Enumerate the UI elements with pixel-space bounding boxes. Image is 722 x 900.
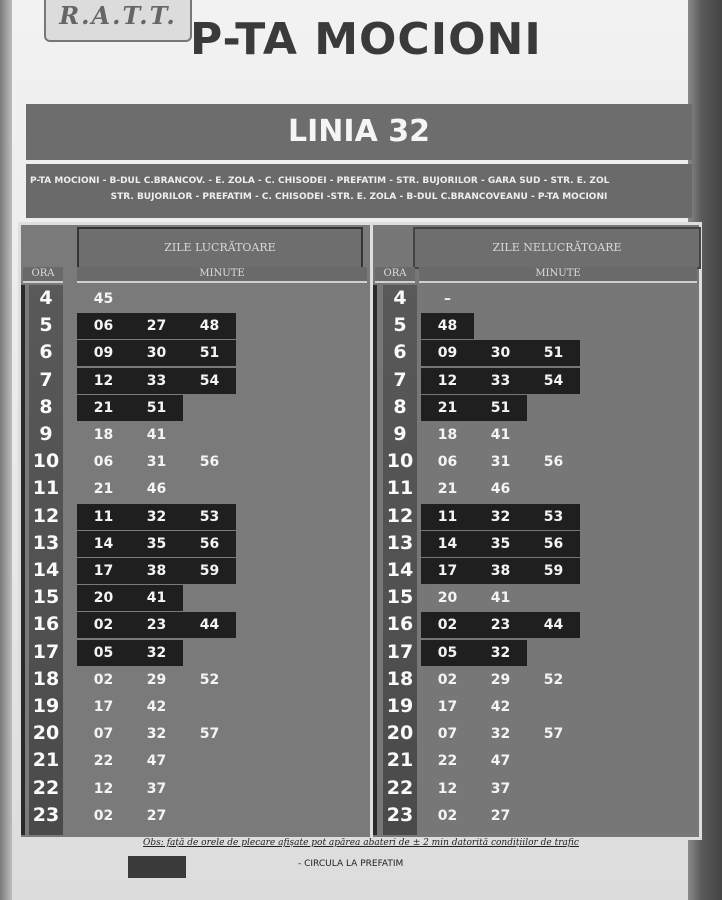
hour-cell: 5 (393, 314, 407, 337)
minute-cell: 37 (490, 780, 511, 797)
minutes-row (421, 504, 580, 530)
minute-cell: 29 (146, 671, 167, 688)
minute-cell: 48 (199, 318, 220, 335)
minute-cell: 12 (93, 780, 114, 797)
weekend-title: ZILE NELUCRĂTOARE (413, 227, 701, 269)
minute-cell: 20 (437, 590, 458, 607)
minutes-row (77, 449, 236, 475)
minutes-row (77, 612, 236, 638)
minute-cell: 07 (437, 726, 458, 743)
minute-cell: 57 (543, 726, 564, 743)
minute-cell: 32 (146, 644, 167, 661)
weekday-hour-label: ORA (23, 267, 63, 283)
hour-cell: 19 (32, 695, 60, 717)
minutes-row (77, 368, 236, 394)
minute-cell: 35 (146, 535, 167, 552)
route-return: STR. BUJORILOR - PREFATIM - C. CHISODEI -STR. E. ZOLA - B-DUL C.BRANCOVEANU - P-TA MOCIONI (110, 192, 608, 202)
minutes-row (421, 313, 474, 339)
minute-cell: – (444, 291, 451, 307)
minute-cell: 57 (199, 726, 220, 743)
hour-cell: 10 (32, 450, 60, 473)
minute-cell: 56 (199, 454, 220, 471)
minute-cell: 59 (199, 563, 220, 579)
minute-cell: 06 (437, 454, 458, 471)
minute-cell: 56 (199, 535, 220, 552)
minutes-row (77, 476, 183, 502)
hour-cell: 16 (32, 613, 60, 636)
minutes-row (77, 531, 236, 557)
minute-cell: 21 (437, 399, 458, 416)
hour-cell: 16 (386, 613, 414, 636)
minute-cell: 32 (490, 644, 511, 661)
hour-cell: 9 (393, 423, 407, 445)
route-forward: P-TA MOCIONI - B-DUL C.BRANCOV. - E. ZOLA - C. CHISODEI - PREFATIM - STR. BUJORILOR - GARA SUD - STR. E. ZOL (30, 176, 610, 186)
minute-cell: 14 (437, 535, 458, 552)
minute-cell: 54 (543, 372, 564, 389)
minute-cell: 02 (437, 617, 458, 634)
minute-cell: 53 (199, 508, 220, 525)
stop-name: P-TA MOCIONI (190, 14, 542, 65)
hour-cell: 15 (32, 586, 60, 609)
ratt-logo: R.A.T.T. (44, 0, 192, 42)
minute-cell: 02 (93, 671, 114, 688)
minutes-row (421, 395, 527, 421)
hour-cell: 22 (32, 776, 60, 799)
minutes-row (77, 395, 183, 421)
minute-cell: 09 (93, 345, 114, 362)
traffic-note: Obs: față de orele de plecare afișate pot apărea abateri de ± 2 min datorită condițiilor de trafic (143, 838, 579, 848)
legend-text: - CIRCULA LA PREFATIM (298, 859, 404, 869)
minute-cell: 06 (93, 454, 114, 471)
minute-cell: 41 (146, 427, 167, 443)
minute-cell: 38 (146, 563, 167, 579)
minute-cell: 31 (146, 454, 167, 471)
minutes-row (421, 422, 527, 448)
minute-cell: 17 (437, 563, 458, 579)
hour-cell: 7 (393, 368, 407, 391)
minute-cell: 02 (437, 671, 458, 688)
minute-cell: 18 (437, 427, 458, 443)
minute-cell: 07 (93, 726, 114, 743)
minutes-row (77, 803, 183, 829)
hour-cell: 5 (39, 314, 53, 337)
minute-cell: 54 (199, 372, 220, 389)
minute-cell: 44 (543, 617, 564, 634)
minute-cell: 22 (437, 753, 458, 770)
minute-cell: 27 (146, 807, 167, 824)
hour-cell: 11 (386, 477, 414, 500)
minute-cell: 11 (93, 508, 114, 525)
minute-cell: 37 (146, 780, 167, 797)
minutes-row (421, 476, 527, 502)
hour-cell: 14 (386, 559, 414, 581)
minute-cell: 12 (437, 372, 458, 389)
minute-cell: 33 (490, 372, 511, 389)
weekend-hour-label: ORA (375, 267, 415, 283)
minute-cell: 41 (146, 590, 167, 607)
minute-cell: 27 (490, 807, 511, 824)
minute-cell: 17 (437, 699, 458, 715)
minutes-row (77, 504, 236, 530)
minute-cell: 56 (543, 535, 564, 552)
hour-cell: 23 (386, 803, 414, 826)
minutes-row (77, 748, 183, 774)
weekend-timetable (370, 222, 702, 840)
minute-cell: 47 (490, 753, 511, 770)
minute-cell: 05 (93, 644, 114, 661)
hour-cell: 19 (386, 695, 414, 717)
minutes-row (77, 558, 236, 584)
minute-cell: 32 (490, 726, 511, 743)
minutes-row (77, 694, 183, 720)
minute-cell: 21 (93, 399, 114, 416)
minute-cell: 30 (490, 345, 511, 362)
minute-cell: 53 (543, 508, 564, 525)
minutes-row (77, 585, 183, 611)
minutes-row (77, 640, 183, 666)
minutes-row (421, 368, 580, 394)
minute-cell: 30 (146, 345, 167, 362)
weekend-rail (373, 285, 377, 835)
minutes-row (421, 667, 580, 693)
minute-cell: 48 (437, 318, 458, 335)
minute-cell: 27 (146, 318, 167, 335)
minutes-row (77, 340, 236, 366)
minute-cell: 05 (437, 644, 458, 661)
minutes-row (421, 612, 580, 638)
minute-cell: 32 (146, 726, 167, 743)
line-number-banner: LINIA 32 (26, 104, 692, 160)
minute-cell: 18 (93, 427, 114, 443)
hour-cell: 9 (39, 423, 53, 445)
minutes-row (421, 449, 580, 475)
minutes-row (77, 667, 236, 693)
hour-cell: 17 (32, 640, 60, 663)
minutes-row (77, 721, 236, 747)
weekday-rail (21, 285, 25, 835)
minute-cell: 52 (199, 671, 220, 688)
minute-cell: 52 (543, 671, 564, 688)
hour-cell: 18 (32, 667, 60, 690)
minute-cell: 12 (437, 780, 458, 797)
minute-cell: 09 (437, 345, 458, 362)
minute-cell: 47 (146, 753, 167, 770)
hour-cell: 18 (386, 667, 414, 690)
minute-cell: 51 (543, 345, 564, 362)
hour-cell: 15 (386, 586, 414, 609)
minute-cell: 17 (93, 699, 114, 715)
minutes-row (421, 803, 527, 829)
minute-cell: 31 (490, 454, 511, 471)
hour-cell: 13 (32, 531, 60, 554)
hour-cell: 21 (386, 749, 414, 772)
hour-cell: 21 (32, 749, 60, 772)
minutes-row (421, 286, 474, 312)
poster-frame-left (0, 0, 12, 900)
minute-cell: 45 (93, 291, 114, 307)
minute-cell: 38 (490, 563, 511, 579)
hour-cell: 4 (393, 287, 407, 309)
minutes-row (421, 531, 580, 557)
minutes-row (77, 422, 183, 448)
minute-cell: 44 (199, 617, 220, 634)
hour-cell: 20 (32, 722, 60, 745)
minutes-row (77, 776, 183, 802)
weekday-title: ZILE LUCRĂTOARE (77, 227, 363, 269)
minute-cell: 51 (199, 345, 220, 362)
minute-cell: 29 (490, 671, 511, 688)
minute-cell: 33 (146, 372, 167, 389)
minutes-row (421, 558, 580, 584)
legend-swatch (128, 856, 186, 878)
hour-cell: 22 (386, 776, 414, 799)
minutes-row (421, 776, 527, 802)
minute-cell: 14 (93, 535, 114, 552)
minute-cell: 21 (437, 481, 458, 498)
minute-cell: 51 (490, 399, 511, 416)
weekday-timetable (18, 222, 380, 840)
minutes-row (421, 721, 580, 747)
minute-cell: 46 (146, 481, 167, 498)
hour-cell: 13 (386, 531, 414, 554)
hour-cell: 7 (39, 368, 53, 391)
minute-cell: 17 (93, 563, 114, 579)
minute-cell: 23 (490, 617, 511, 634)
minute-cell: 02 (93, 807, 114, 824)
minutes-row (421, 748, 527, 774)
hour-cell: 14 (32, 559, 60, 581)
minute-cell: 42 (146, 699, 167, 715)
minutes-row (421, 640, 527, 666)
minute-cell: 06 (93, 318, 114, 335)
minutes-row (421, 694, 527, 720)
hour-cell: 12 (32, 504, 60, 527)
minutes-row (77, 313, 236, 339)
minute-cell: 02 (437, 807, 458, 824)
minute-cell: 35 (490, 535, 511, 552)
minute-cell: 02 (93, 617, 114, 634)
minute-cell: 46 (490, 481, 511, 498)
minute-cell: 56 (543, 454, 564, 471)
hour-cell: 4 (39, 287, 53, 309)
minute-cell: 32 (490, 508, 511, 525)
weekend-minutes-label: MINUTE (419, 267, 697, 283)
hour-cell: 6 (39, 341, 53, 364)
minute-cell: 32 (146, 508, 167, 525)
hour-cell: 10 (386, 450, 414, 473)
minute-cell: 20 (93, 590, 114, 607)
hour-cell: 8 (393, 395, 407, 418)
minute-cell: 21 (93, 481, 114, 498)
minute-cell: 41 (490, 590, 511, 607)
minutes-row (77, 286, 130, 312)
minute-cell: 22 (93, 753, 114, 770)
weekday-minutes-label: MINUTE (77, 267, 367, 283)
hour-cell: 11 (32, 477, 60, 500)
minute-cell: 42 (490, 699, 511, 715)
minute-cell: 23 (146, 617, 167, 634)
minute-cell: 41 (490, 427, 511, 443)
minutes-row (421, 585, 527, 611)
minutes-row (421, 340, 580, 366)
hour-cell: 12 (386, 504, 414, 527)
minute-cell: 51 (146, 399, 167, 416)
minute-cell: 12 (93, 372, 114, 389)
hour-cell: 23 (32, 803, 60, 826)
route-description (26, 164, 692, 218)
minute-cell: 59 (543, 563, 564, 579)
hour-cell: 6 (393, 341, 407, 364)
minute-cell: 11 (437, 508, 458, 525)
hour-cell: 8 (39, 395, 53, 418)
hour-cell: 20 (386, 722, 414, 745)
hour-cell: 17 (386, 640, 414, 663)
